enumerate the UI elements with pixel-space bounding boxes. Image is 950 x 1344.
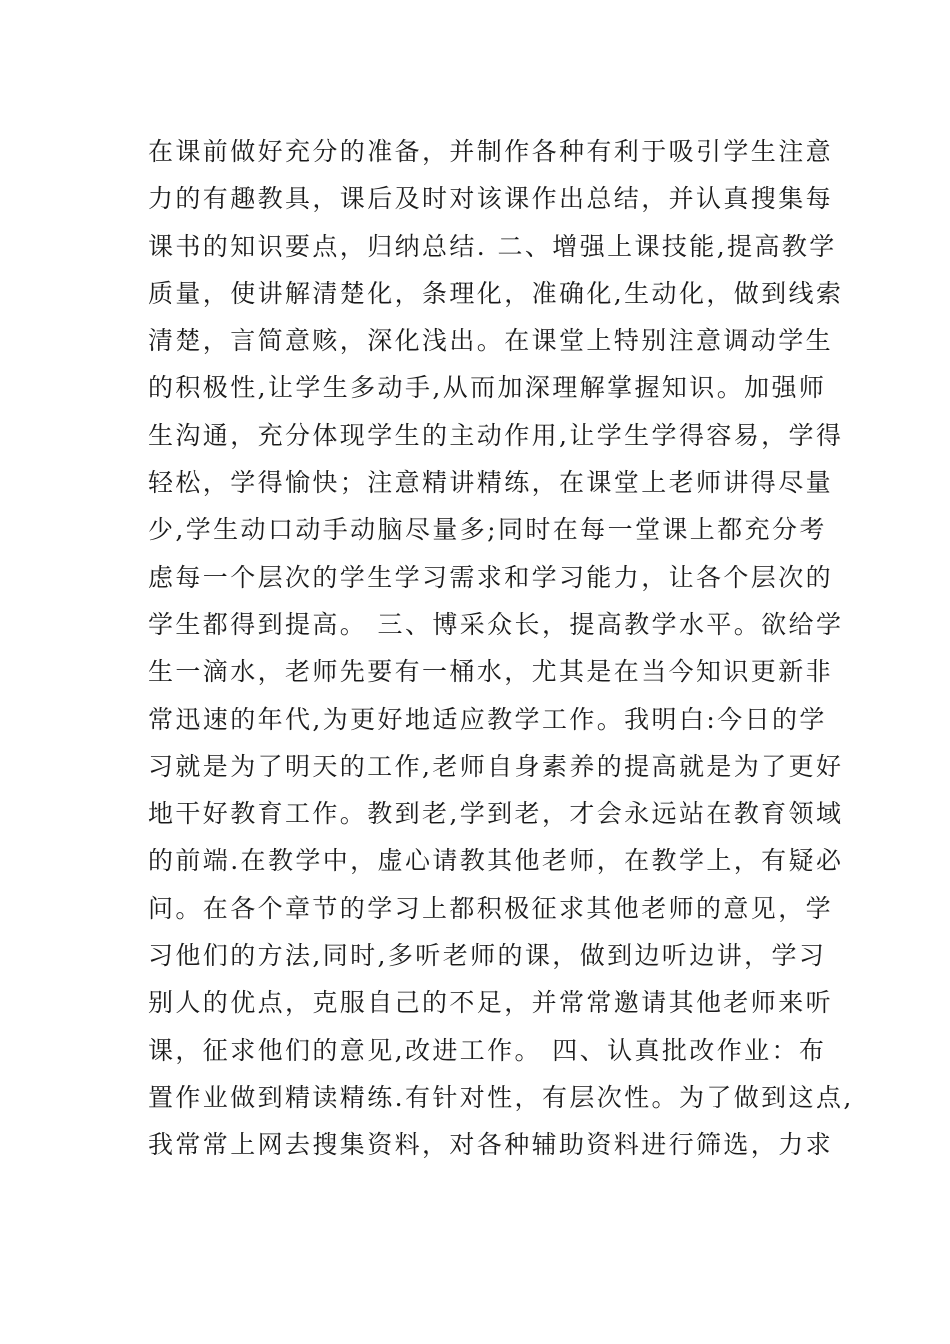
text-line: 习就是为了明天的工作,老师自身素养的提高就是为了更好	[148, 751, 844, 781]
text-line: 地干好教育工作。教到老,学到老，才会永远站在教育领域	[148, 799, 844, 829]
text-line: 少,学生动口动手动脑尽量多;同时在每一堂课上都充分考	[148, 515, 827, 545]
text-line: 问。在各个章节的学习上都积极征求其他老师的意见，学	[148, 893, 834, 923]
text-line: 我常常上网去搜集资料，对各种辅助资料进行筛选，力求	[148, 1130, 834, 1160]
text-line: 学生都得到提高。 三、博采众长，提高教学水平。欲给学	[148, 609, 844, 639]
text-line: 质量，使讲解清楚化，条理化，准确化,生动化，做到线索	[148, 278, 844, 308]
text-line: 课，征求他们的意见,改进工作。 四、认真批改作业：布	[148, 1035, 827, 1065]
text-line: 置作业做到精读精练.有针对性，有层次性。为了做到这点,	[148, 1082, 854, 1112]
text-line: 习他们的方法,同时,多听老师的课，做到边听边讲，学习	[148, 941, 827, 971]
text-line: 在课前做好充分的准备，并制作各种有利于吸引学生注意	[148, 137, 834, 166]
text-line: 力的有趣教具，课后及时对该课作出总结，并认真搜集每	[148, 184, 834, 214]
text-line: 的积极性,让学生多动手,从而加深理解掌握知识。加强师	[148, 373, 827, 403]
text-line: 生沟通，充分体现学生的主动作用,让学生学得容易，学得	[148, 420, 844, 450]
text-line: 的前端.在教学中，虚心请教其他老师，在教学上，有疑必	[148, 846, 844, 876]
text-line: 轻松，学得愉快；注意精讲精练，在课堂上老师讲得尽量	[148, 468, 834, 498]
body-text	[148, 128, 854, 1169]
text-line: 常迅速的年代,为更好地适应教学工作。我明白:今日的学	[148, 704, 827, 734]
text-line: 别人的优点，克服自己的不足，并常常邀请其他老师来听	[148, 988, 834, 1018]
text-line: 生一滴水，老师先要有一桶水，尤其是在当今知识更新非	[148, 657, 834, 687]
text-line: 课书的知识要点，归纳总结. 二、增强上课技能,提高教学	[148, 231, 837, 261]
text-line: 虑每一个层次的学生学习需求和学习能力，让各个层次的	[148, 562, 834, 592]
text-line: 清楚，言简意赅，深化浅出。在课堂上特别注意调动学生	[148, 326, 834, 356]
